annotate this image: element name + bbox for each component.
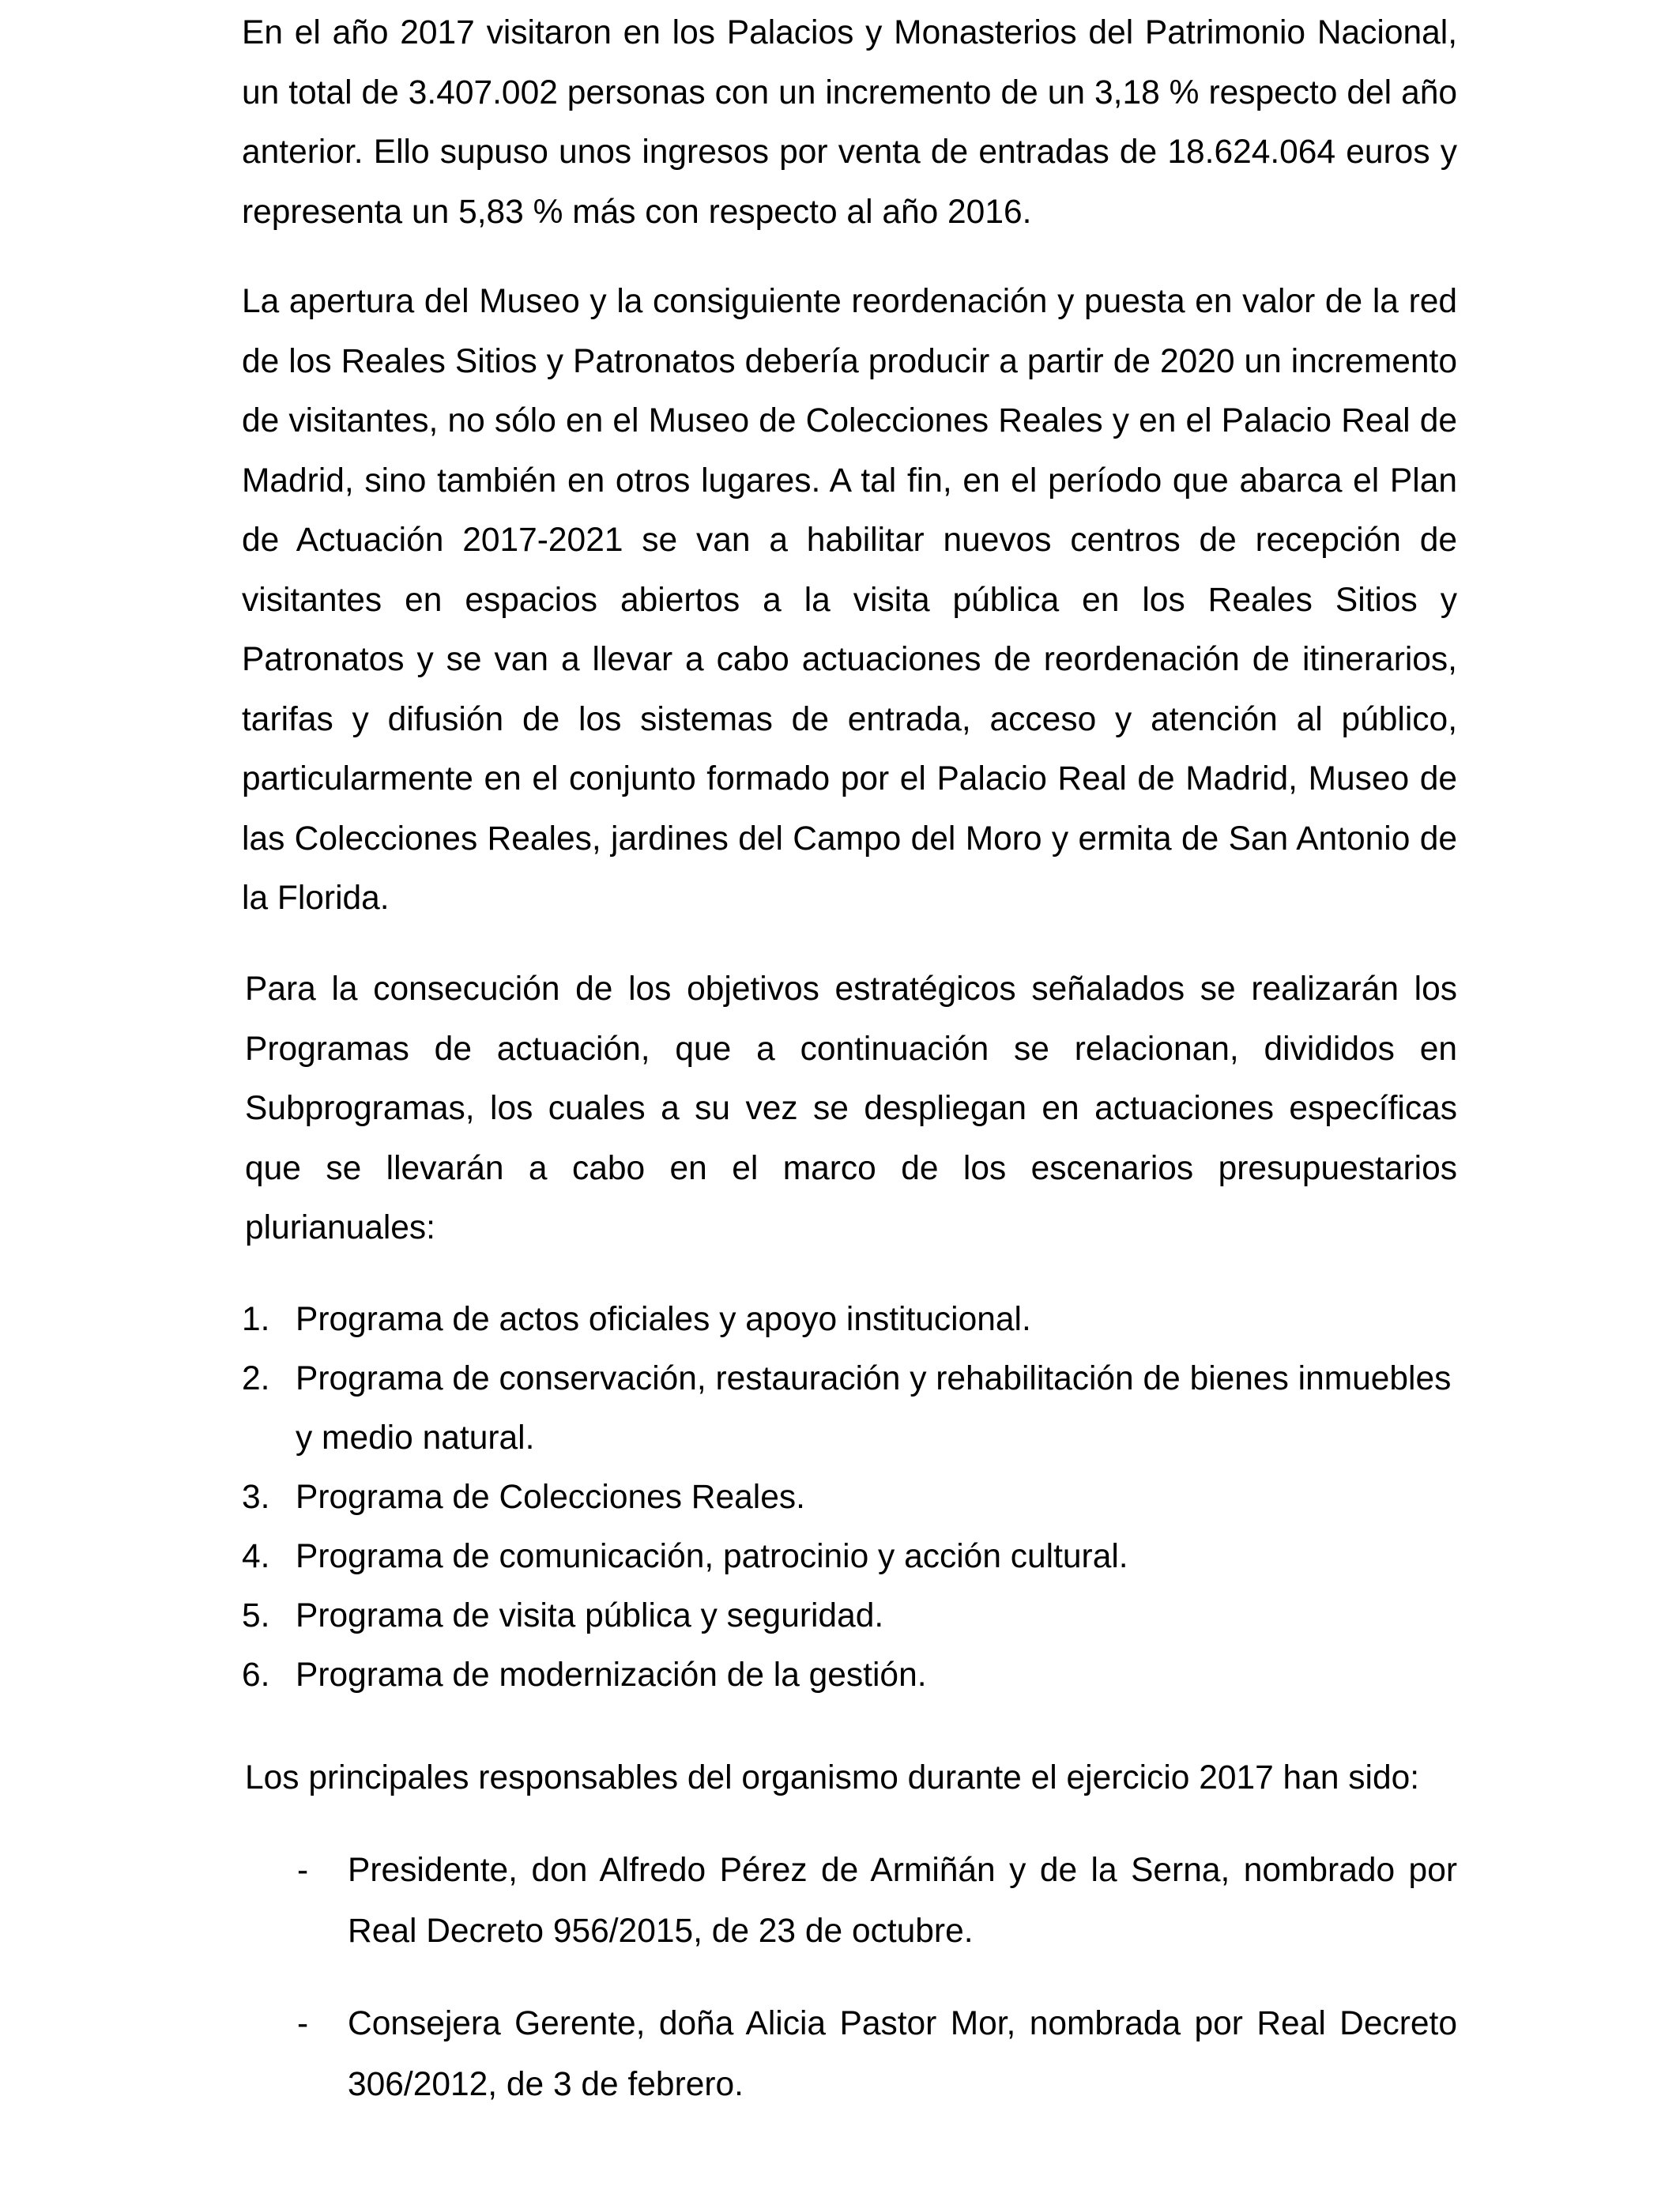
paragraph-responsables-intro: Los principales responsables del organismo durante el ejercicio 2017 han sido:: [245, 1759, 1420, 1796]
list-item-text: Programa de conservación, restauración y rehabilitación de bienes inmuebles y medio natural.: [296, 1360, 1452, 1457]
list-item-dash: -: [297, 1852, 309, 1889]
list-item-text: Programa de comunicación, patrocinio y acción cultural.: [296, 1538, 1128, 1575]
list-item: [242, 1646, 1457, 1705]
list-item-number: 2.: [242, 1360, 270, 1397]
list-item-dash: -: [297, 2005, 309, 2042]
list-item-number: 1.: [242, 1301, 270, 1338]
list-item-text: Programa de actos oficiales y apoyo institucional.: [296, 1301, 1031, 1338]
list-item: [242, 1993, 1457, 2115]
list-item-number: 5.: [242, 1597, 270, 1634]
responsables-list: [242, 1840, 1457, 2147]
list-item-text: Programa de Colecciones Reales.: [296, 1479, 805, 1516]
list-item-text: Programa de modernización de la gestión.: [296, 1657, 927, 1694]
list-item: [242, 1349, 1457, 1468]
paragraph-museum-opening: La apertura del Museo y la consiguiente reordenación y puesta en valor de la red de los Reales Sitios y Patronatos debería producir a partir de 2020 un incremento de visitantes, no sólo en el Museo de Colecciones Reales y en el Palacio Real de Madrid, sino también en otros lugares. A tal fin, en el período que abarca el Plan de Actuación 2017-2021 se van a habilitar nuevos centros de recepción de visitantes en espacios abiertos a la visita pública en los Reales Sitios y Patronatos y se van a llevar a cabo actuaciones de reordenación de itinerarios, tarifas y difusión de los sistemas de entrada, acceso y atención al público, particularmente en el conjunto formado por el Palacio Real de Madrid, Museo de las Colecciones Reales, jardines del Campo del Moro y ermita de San Antonio de la Florida.: [242, 283, 1457, 917]
list-item-text: Presidente, don Alfredo Pérez de Armiñán y de la Serna, nombrado por Real Decreto 956/2015, de 23 de octubre.: [348, 1852, 1457, 1950]
list-item-text: Consejera Gerente, doña Alicia Pastor Mor, nombrada por Real Decreto 306/2012, de 3 de febrero.: [348, 2005, 1457, 2103]
list-item: [242, 1290, 1457, 1349]
list-item: [242, 1840, 1457, 1962]
list-item-text: Programa de visita pública y seguridad.: [296, 1597, 884, 1634]
list-item-number: 6.: [242, 1657, 270, 1694]
programs-list: [242, 1290, 1457, 1705]
paragraph-visitors-2017: En el año 2017 visitaron en los Palacios y Monasterios del Patrimonio Nacional, un total de 3.407.002 personas con un incremento de un 3,18 % respecto del año anterior. Ello supuso unos ingresos por venta de entradas de 18.624.064 euros y representa un 5,83 % más con respecto al año 2016.: [242, 14, 1457, 231]
list-item: [242, 1586, 1457, 1646]
list-item: [242, 1527, 1457, 1586]
list-item-number: 3.: [242, 1479, 270, 1516]
list-item-number: 4.: [242, 1538, 270, 1575]
list-item: [242, 1468, 1457, 1527]
paragraph-programs-intro: Para la consecución de los objetivos estratégicos señalados se realizarán los Programas de actuación, que a continuación se relacionan, divididos en Subprogramas, los cuales a su vez se despliegan en actuaciones específicas que se llevarán a cabo en el marco de los escenarios presupuestarios plurianuales:: [245, 971, 1457, 1246]
